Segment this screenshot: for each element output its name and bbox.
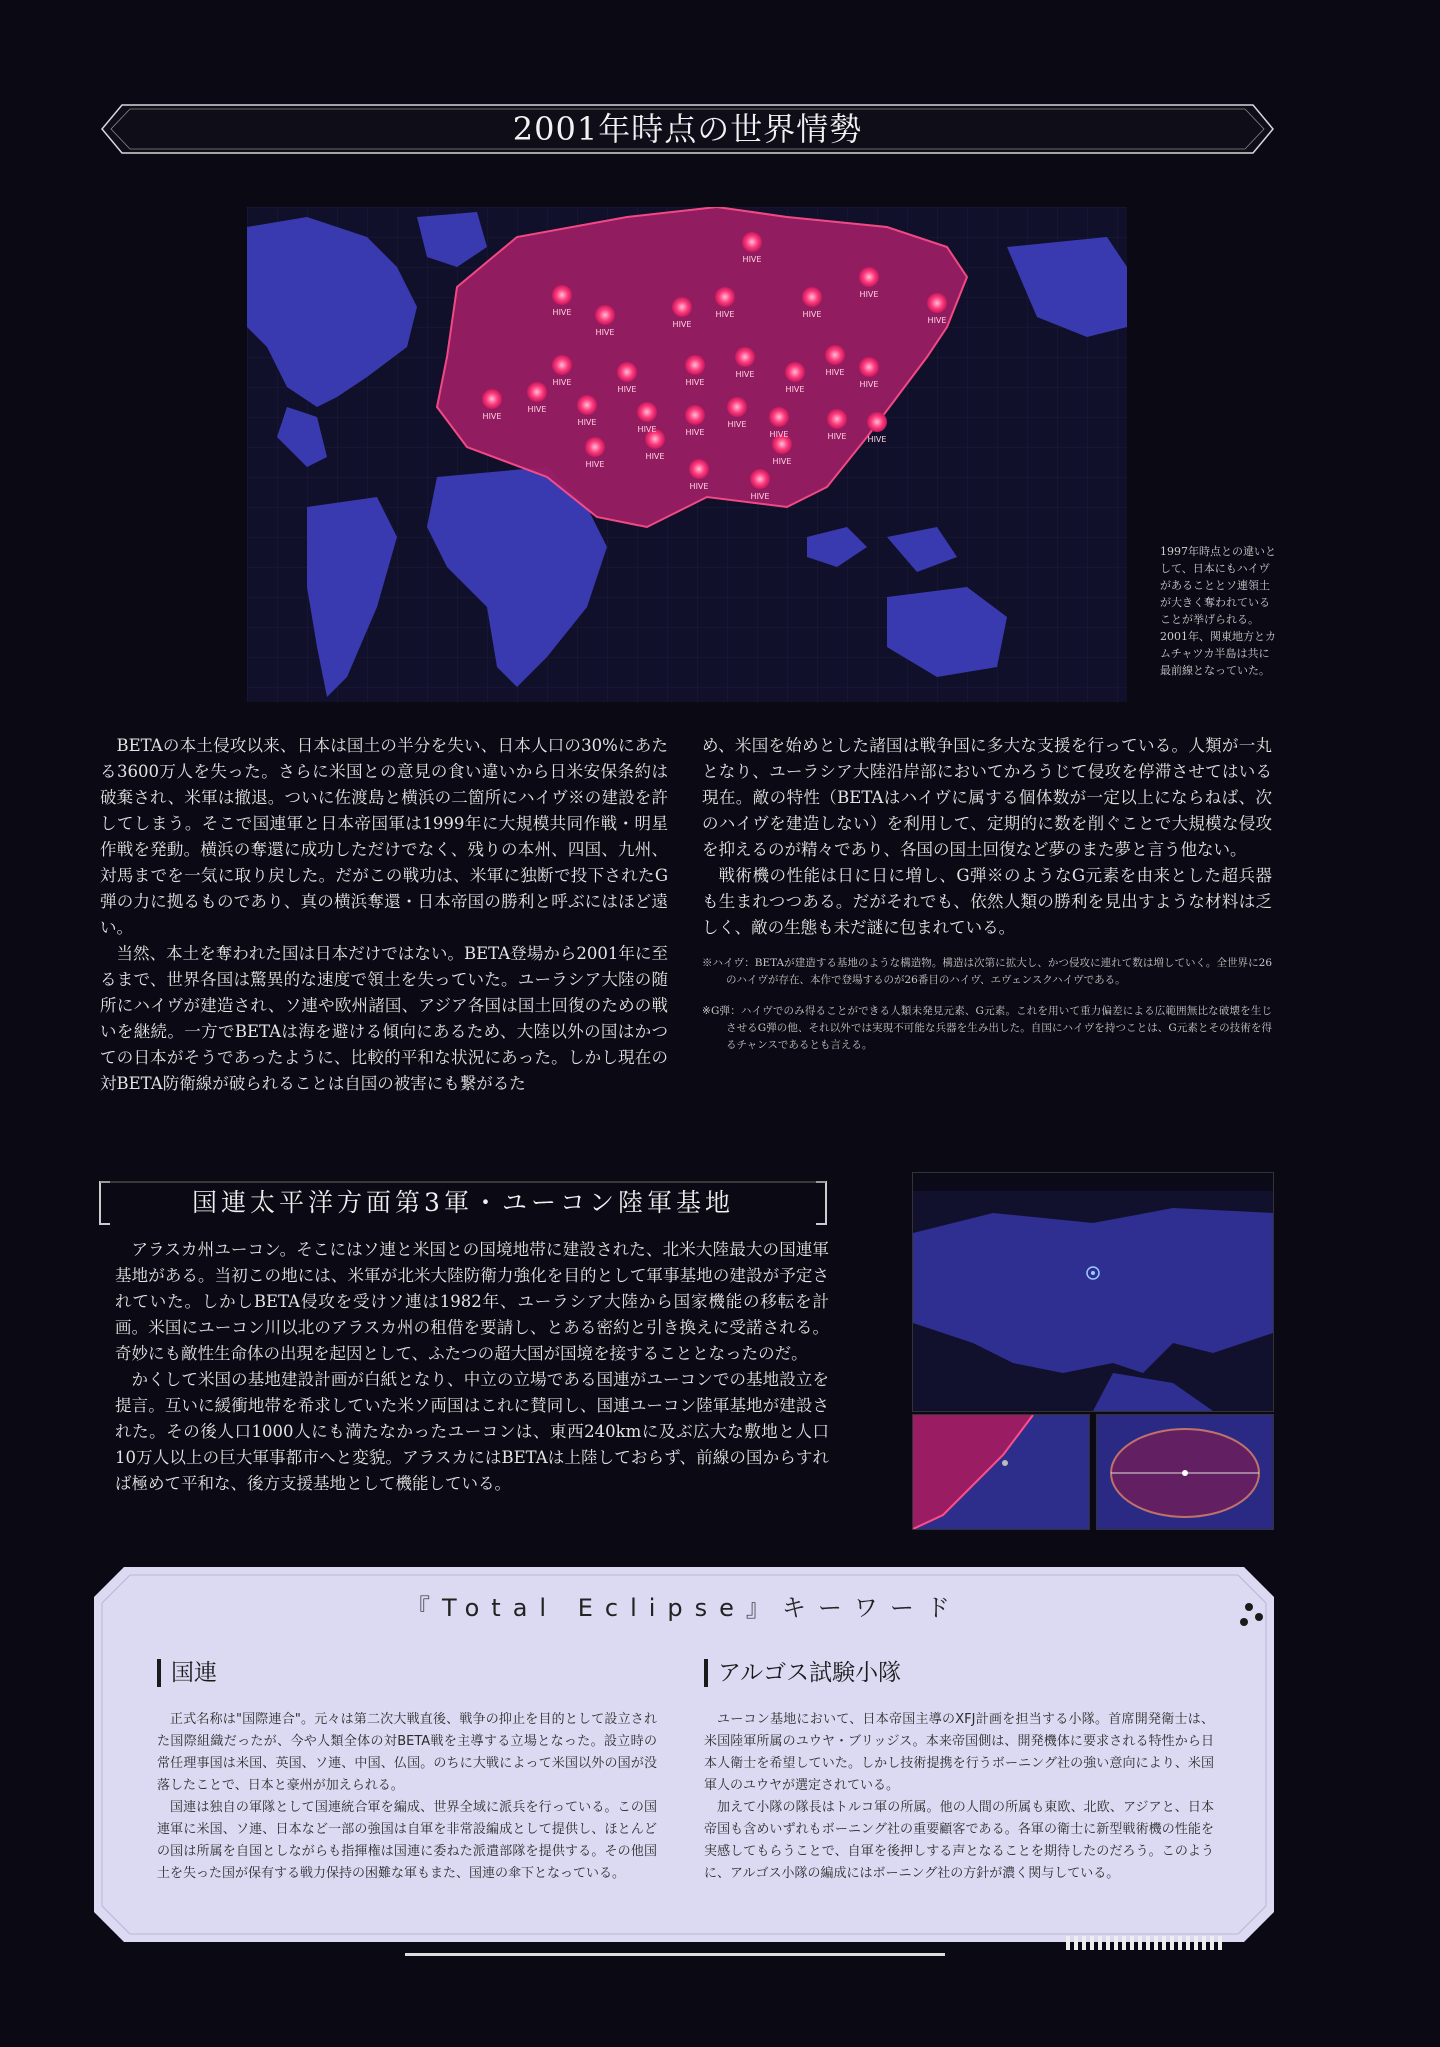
paragraph: 戦術機の性能は日に日に増し、G弾※のようなG元素を由来とした超兵器も生まれつつある。だがそれでも、依然人類の勝利を見出すような材料は乏しく、敵の生態も未だ謎に包まれている。 [702,866,1272,937]
keyword-heading: アルゴス試験小隊 [704,1659,1214,1687]
keyword-text [157,1709,657,1885]
hive-label: HIVE [672,320,692,329]
section-heading [96,1180,830,1226]
hive-label: HIVE [645,452,665,461]
paragraph: ユーコン基地において、日本帝国主導のXFJ計画を担当する小隊。首席開発衛士は、米国陸軍所属のユウヤ・ブリッジス。本来帝国側は、開発機体に要求される特性から日本人衛士を希望していた。しかし技術提携を行うボーニング社の強い意向により、米国軍人のユウヤが選定されている。 [704,1712,1214,1793]
keyword-title: 『Total Eclipse』キーワード [406,1594,962,1622]
hive-label: HIVE [552,378,572,387]
alaska-zoom-base-graphic [1097,1415,1273,1529]
hive-label: HIVE [750,492,770,501]
footer-barcode [1066,1936,1226,1950]
main-text-left [100,733,668,1097]
main-text-right [702,733,1272,1068]
hive-label: HIVE [585,460,605,469]
hive-label: HIVE [827,432,847,441]
keyword-un [157,1659,657,1885]
hive-label: HIVE [595,328,615,337]
alaska-map-graphic [913,1173,1273,1411]
footer-divider [405,1953,945,1956]
hive-label: HIVE [527,405,547,414]
hive-label: HIVE [689,482,709,491]
paragraph: 国連は独自の軍隊として国連統合軍を編成、世界全域に派兵を行っている。この国連軍に米国、ソ連、日本など一部の強国は自軍を非常設編成として提供し、ほとんどの国は所属を自国としながらも指揮権は国連に委ねた派遣部隊を提供する。その他国土を失った国が保有する戦力保持の困難な軍もまた、国連の傘下となっている。 [157,1800,657,1881]
hive-label: HIVE [772,457,792,466]
hive-label: HIVE [802,310,822,319]
paragraph: かくして米国の基地建設計画が白紙となり、中立の立場である国連がユーコンでの基地設立を提言。互いに緩衝地帯を希求していた米ソ両国はこれに賛同し、国連ユーコン陸軍基地が建設された。その後人口1000人にも満たなかったユーコンは、東西240kmに及ぶ広大な敷地と人口10万人以上の巨大軍事都市へと変貌。アラスカにはBETAは上陸しておらず、前線の国からすれば極めて平和な、後方支援基地として機能している。 [115,1370,829,1493]
hive-label: HIVE [552,308,572,317]
hive-label: HIVE [735,370,755,379]
paragraph: 正式名称は"国際連合"。元々は第二次大戦直後、戦争の抑止を目的として設立された国際組織だったが、今や人類全体の対BETA戦を主導する立場となった。設立時の常任理事国は米国、英国、ソ連、中国、仏国。のちに大戦によって米国以外の国が没落したことで、日本と豪州が加えられる。 [157,1712,657,1793]
paragraph: め、米国を始めとした諸国は戦争国に多大な支援を行っている。人類が一丸となり、ユーラシア大陸沿岸部においてかろうじて侵攻を停滞させてはいる現在。敵の特性（BETAはハイヴに属する個体数が一定以上にならねば、次のハイヴを建造しない）を利用して、定期的に数を削ぐことで大規模な侵攻を抑えるのが精々であり、各国の国土回復など夢のまた夢と言う他ない。 [702,736,1272,859]
hive-label: HIVE [867,435,887,444]
page-title: 2001年時点の世界情勢 [512,110,863,148]
title-banner [100,103,1275,155]
hive-label: HIVE [769,430,789,439]
hive-label: HIVE [785,385,805,394]
alaska-zoom-base [1096,1414,1274,1530]
hive-label: HIVE [859,290,879,299]
hive-label: HIVE [859,380,879,389]
keyword-text [704,1709,1214,1885]
alaska-zoom-front-graphic [913,1415,1089,1529]
paragraph: BETAの本土侵攻以来、日本は国土の半分を失い、日本人口の30%にあたる3600万人を失った。さらに米国との意見の食い違いから日米安保条約は破棄され、米軍は撤退。ついに佐渡島と横浜の二箇所にハイヴ※の建設を許してしまう。そこで国連軍と日本帝国軍は1999年に大規模共同作戦・明星作戦を発動。横浜の奪還に成功しただけでなく、残りの本州、四国、九州、対馬までを一気に取り戻した。だがこの戦功は、米軍に独断で投下されたG弾の力に拠るものであり、真の横浜奪還・日本帝国の勝利と呼ぶにはほど遠い。 [100,736,668,937]
hive-label: HIVE [482,412,502,421]
hive-label: HIVE [685,378,705,387]
keyword-heading: 国連 [157,1659,657,1687]
map-caption: 1997年時点との違いとして、日本にもハイヴがあることとソ連領土が大きく奪われていることが挙げられる。2001年、関東地方とカムチャツカ半島は共に最前線となっていた。 [1160,545,1276,677]
paragraph: アラスカ州ユーコン。そこにはソ連と米国との国境地帯に建設された、北米大陸最大の国連軍基地がある。当初この地には、米軍が北米大陸防衛力強化を目的として軍事基地の建設が予定されていた。しかしBETA侵攻を受けソ連は1982年、ユーラシア大陸から国家機能の移転を計画。米国にユーコン川以北のアラスカ州の租借を要請し、とある密約と引き換えに受諾される。奇妙にも敵性生命体の出現を起因として、ふたつの超大国が国境を接することとなったのだ。 [115,1240,829,1363]
alaska-map [912,1172,1274,1412]
paragraph: 加えて小隊の隊長はトルコ軍の所属。他の人間の所属も東欧、北欧、アジアと、日本帝国も含めいずれもボーニング社の重要顧客である。各軍の衛士に新型戦術機の性能を実感してもらうことで、自軍を後押しする声となることを期待したのだろう。このように、アルゴス小隊の編成にはボーニング社の方針が濃く関与している。 [704,1800,1214,1881]
hive-label: HIVE [727,420,747,429]
hive-label: HIVE [927,316,947,325]
hive-label: HIVE [577,418,597,427]
world-map-graphic [247,207,1127,702]
alaska-zoom-front [912,1414,1090,1530]
paragraph: 当然、本土を奪われた国は日本だけではない。BETA登場から2001年に至るまで、世界各国は驚異的な速度で領土を失っていた。ユーラシア大陸の随所にハイヴが建造され、ソ連や欧州諸国、アジア各国は国土回復のための戦いを継続。一方でBETAは海を避ける傾向にあるため、大陸以外の国はかつての日本がそうであったように、比較的平和な状況にあった。しかし現在の対BETA防衛線が破られることは自国の被害にも繋がるた [100,944,668,1093]
footnotes [702,955,1272,1054]
hive-label: HIVE [617,385,637,394]
section-title: 国連太平洋方面第3軍・ユーコン陸軍基地 [192,1188,734,1217]
footnote-g-bomb: ※G弾：ハイヴでのみ得ることができる人類未発見元素、G元素。これを用いて重力偏差による広範囲無比な破壊を生じさせるG弾の他、それ以外では実現不可能な兵器を生み出した。自国にハイヴを持つことは、G元素とその技術を得るチャンスであるとも言える。 [702,1005,1272,1051]
hive-label: HIVE [715,310,735,319]
hive-label: HIVE [825,368,845,377]
section-body [115,1237,829,1497]
keyword-argos [704,1659,1214,1885]
footnote-hive: ※ハイヴ：BETAが建造する基地のような構造物。構造は次第に拡大し、かつ侵攻に連れて数は増していく。全世界に26のハイヴが存在、本作で登場するのが26番目のハイヴ、エヴェンスクハイヴである。 [702,957,1272,986]
world-map [247,207,1127,702]
hive-label: HIVE [637,425,657,434]
hive-label: HIVE [685,428,705,437]
hive-label: HIVE [742,255,762,264]
